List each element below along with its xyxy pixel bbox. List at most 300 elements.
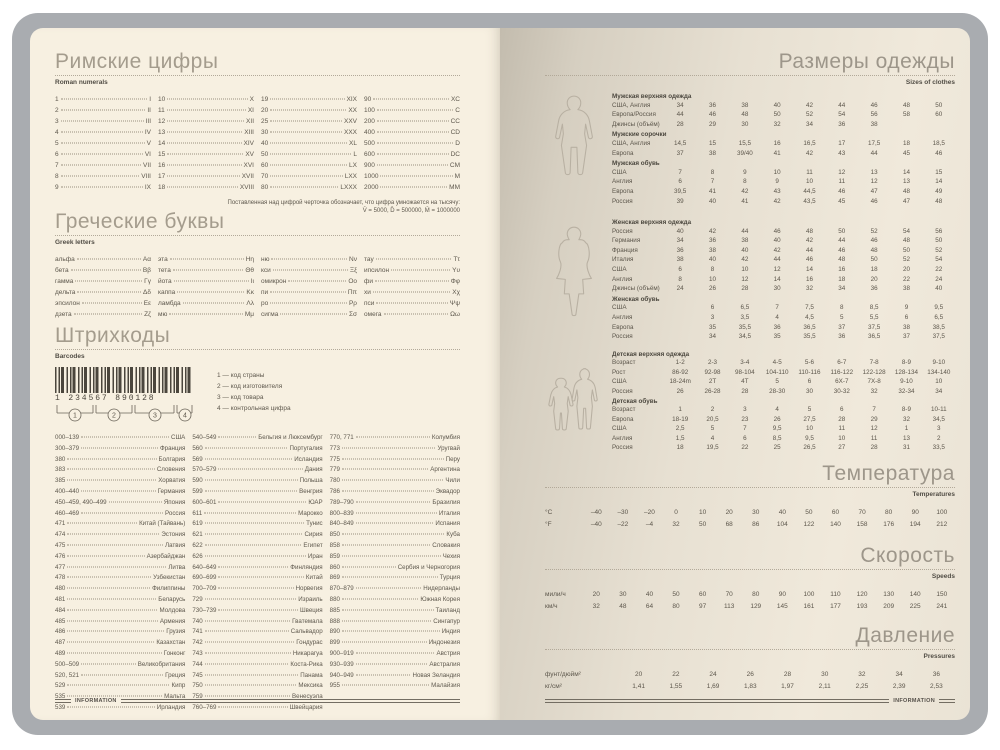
row-value: 130: [883, 591, 895, 598]
table-row: [545, 509, 955, 521]
pair-row: 773 Уругвай: [329, 444, 460, 452]
pair-row: 460–469 Россия: [55, 509, 186, 517]
table-row: [612, 406, 955, 415]
pair-row: 11 XI: [158, 107, 254, 114]
men-sizes-table: [612, 92, 955, 207]
row-value: 17,5: [868, 139, 881, 147]
row-value: 13: [902, 434, 910, 442]
table-row: [612, 247, 955, 257]
row-value: 36: [708, 237, 716, 245]
row-value: 2: [710, 406, 715, 414]
row-value: 6,5: [934, 313, 944, 321]
pair-row: 539 Ирландия: [55, 703, 186, 711]
row-value: 10: [773, 168, 781, 176]
row-label: США, Англия: [612, 101, 651, 109]
row-value: 20: [870, 275, 878, 283]
row-value: 116-122: [830, 368, 854, 376]
pair-row: ню Νν: [261, 256, 357, 263]
row-value: 122-128: [862, 368, 886, 376]
row-value: 43,5: [803, 197, 816, 205]
pair-row: 474 Эстония: [55, 531, 186, 539]
row-value: 18: [902, 139, 910, 147]
row-value: 176: [883, 521, 895, 528]
children-figure-icon: [545, 353, 603, 448]
row-value: 39/40: [736, 149, 753, 157]
pair-row: 770, 771 Колумбия: [329, 434, 460, 441]
row-value: 225: [909, 603, 921, 610]
row-value: 44: [676, 111, 684, 119]
row-label: США: [612, 425, 627, 433]
row-value: 12: [870, 178, 878, 186]
row-value: 36: [708, 101, 716, 109]
table-group-header: Мужская обувь: [612, 160, 660, 168]
row-value: 49: [935, 187, 943, 195]
pair-row: 520, 521 Греция: [55, 671, 186, 679]
row-value: 8-9: [901, 406, 912, 414]
row-value: 5: [807, 406, 812, 414]
row-value: 40: [708, 197, 716, 205]
row-value: 12: [773, 265, 781, 273]
table-row: [612, 150, 955, 160]
row-value: 58: [902, 111, 910, 119]
row-value: 3: [743, 406, 747, 414]
row-value: 30: [619, 591, 627, 598]
row-value: 1,97: [781, 683, 794, 690]
pair-row: 786 Эквадор: [329, 487, 460, 495]
row-value: 158: [856, 521, 868, 528]
row-value: 10: [741, 265, 749, 273]
row-value: 80: [672, 603, 680, 610]
pair-row: 760–769 Швейцария: [192, 703, 323, 711]
pair-row: эта Ηη: [158, 256, 254, 263]
section-subtitle: Temperatures: [912, 491, 955, 498]
row-value: 193: [856, 603, 868, 610]
pair-row: 6 VI: [55, 151, 151, 158]
row-value: 42: [805, 149, 813, 157]
row-value: 20,5: [706, 415, 719, 423]
row-value: 8: [743, 178, 747, 186]
greek-letters-table: [55, 256, 460, 322]
row-value: 2,53: [930, 683, 943, 690]
row-value: 98-104: [735, 368, 755, 376]
row-value: 134-140: [927, 368, 951, 376]
row-value: 68: [725, 521, 733, 528]
row-value: 36: [838, 120, 846, 128]
row-value: 18-19: [672, 415, 689, 423]
table-row: [545, 683, 955, 695]
row-label: Франция: [612, 246, 638, 254]
section-subtitle: Speeds: [931, 573, 955, 580]
pair-row: 1 I: [55, 96, 151, 103]
pair-row: 476 Азербайджан: [55, 552, 186, 560]
row-value: 42: [708, 227, 716, 235]
footer-label: INFORMATION: [75, 698, 117, 704]
table-row: [612, 237, 955, 247]
row-value: 44: [773, 256, 781, 264]
row-value: 36: [932, 671, 940, 678]
row-value: 2-3: [707, 359, 718, 367]
pair-row: 621 Сирия: [192, 531, 323, 539]
pair-row: 16 XVI: [158, 162, 254, 169]
speed-table: [545, 591, 955, 615]
section-divider: [55, 235, 460, 236]
pair-row: 640–649 Финляндия: [192, 563, 323, 571]
pair-row: 18 XVIII: [158, 184, 254, 191]
row-value: 194: [909, 521, 921, 528]
row-value: 38: [902, 323, 910, 331]
row-value: 34: [805, 120, 813, 128]
row-value: 42: [741, 256, 749, 264]
pair-row: омикрон Οο: [261, 278, 357, 285]
row-value: 38: [902, 285, 910, 293]
row-value: 25: [773, 443, 781, 451]
pair-column: [364, 256, 460, 322]
row-value: 31: [902, 443, 910, 451]
row-value: 12: [741, 275, 749, 283]
table-row: [612, 228, 955, 238]
row-value: 4T: [741, 378, 749, 386]
pair-row: 3 III: [55, 118, 151, 125]
pair-column: [55, 256, 151, 322]
row-value: 9,5: [934, 304, 944, 312]
row-value: 9-10: [900, 378, 913, 386]
section-subtitle: Barcodes: [55, 353, 85, 360]
pair-row: бета Ββ: [55, 267, 151, 274]
row-value: 48: [741, 111, 749, 119]
legend-item: 4 — контрольная цифра: [217, 405, 291, 412]
row-value: 14,5: [674, 139, 687, 147]
row-value: 212: [936, 521, 948, 528]
row-label: Европа/Россия: [612, 111, 656, 119]
row-value: 9,5: [772, 425, 782, 433]
pair-row: 2000 MM: [364, 184, 460, 191]
pair-row: 729 Израиль: [192, 595, 323, 603]
row-value: 86: [752, 521, 760, 528]
pair-row: 19 XIX: [261, 96, 357, 103]
pair-row: 789–790 Бразилия: [329, 498, 460, 506]
row-value: 52: [870, 227, 878, 235]
table-row: [612, 178, 955, 188]
row-value: 20: [592, 591, 600, 598]
row-value: 110: [830, 591, 841, 598]
row-value: 43: [838, 149, 846, 157]
legend-item: 2 — код изготовителя: [217, 383, 283, 390]
row-value: 29: [870, 415, 878, 423]
row-value: 38: [676, 256, 684, 264]
row-label: Европа: [612, 149, 634, 157]
row-value: 3: [710, 313, 715, 321]
row-value: 16: [773, 139, 781, 147]
pair-row: дзета Ζζ: [55, 311, 151, 318]
row-value: 7: [743, 425, 747, 433]
row-value: 52: [935, 246, 943, 254]
pair-row: 17 XVII: [158, 173, 254, 180]
row-value: 46: [870, 101, 878, 109]
row-value: 1: [904, 425, 909, 433]
pair-row: 500–509 Великобритания: [55, 660, 186, 668]
pair-row: 860 Сербия и Черногория: [329, 563, 460, 571]
pair-row: 15 XV: [158, 151, 254, 158]
row-value: 80: [885, 509, 893, 516]
row-value: 30: [741, 120, 749, 128]
row-value: 48: [805, 227, 813, 235]
row-value: 86-92: [672, 368, 689, 376]
row-value: 7: [710, 178, 715, 186]
row-value: 7X-8: [867, 378, 881, 386]
pair-row: 20 XX: [261, 107, 357, 114]
row-value: 54: [935, 256, 943, 264]
pair-row: 000–139 США: [55, 434, 186, 441]
barcode-group-2-label: 2: [112, 412, 116, 420]
row-value: 70: [725, 591, 733, 598]
row-value: 19,5: [706, 443, 719, 451]
row-value: 32: [805, 285, 813, 293]
pair-column: [261, 256, 357, 322]
row-value: 10: [805, 425, 813, 433]
row-value: 8: [710, 168, 715, 176]
row-value: 38: [741, 237, 749, 245]
pair-row: 940–949 Новая Зеландия: [329, 671, 460, 679]
pair-row: 850 Куба: [329, 531, 460, 539]
women-sizes-table: [612, 218, 955, 343]
pair-row: 700–709 Норвегия: [192, 585, 323, 593]
row-value: 47: [870, 187, 878, 195]
section-divider: [545, 487, 955, 488]
row-value: 37: [676, 149, 684, 157]
row-value: 46: [870, 237, 878, 245]
row-value: 30: [805, 387, 813, 395]
row-value: 5: [840, 313, 844, 321]
row-value: 9,5: [805, 434, 814, 442]
pair-row: ро Ρρ: [261, 300, 357, 307]
row-value: 35,5: [803, 333, 816, 341]
row-value: 11: [870, 434, 878, 442]
row-value: 10: [708, 275, 716, 283]
row-value: 40: [741, 246, 749, 254]
pair-row: пи Ππ: [261, 289, 357, 296]
row-value: 35,5: [738, 323, 751, 331]
row-value: 37,5: [868, 323, 881, 331]
barcode-digits: 1 234567 890128: [55, 394, 156, 403]
row-value: 46: [805, 256, 813, 264]
pair-row: 930–939 Австралия: [329, 660, 460, 668]
row-value: 46: [838, 246, 846, 254]
row-value: 2,5: [675, 425, 685, 433]
row-value: 60: [831, 509, 840, 516]
pair-row: 759 Венесуэла: [192, 693, 323, 701]
pair-row: 744 Коста-Рика: [192, 660, 323, 668]
row-value: 2T: [708, 378, 717, 386]
row-value: –4: [645, 521, 654, 528]
row-value: 8-9: [901, 359, 912, 367]
pair-row: 955 Малайзия: [329, 682, 460, 690]
pair-row: 880 Южная Корея: [329, 595, 460, 603]
row-value: 32-34: [898, 387, 915, 395]
row-value: 54: [838, 111, 846, 119]
row-value: 4: [775, 406, 779, 414]
pair-row: 30 XXX: [261, 129, 357, 136]
row-value: 36: [676, 246, 684, 254]
row-value: 18: [676, 443, 684, 451]
row-value: 50: [935, 101, 943, 109]
table-row: [612, 256, 955, 266]
row-value: 2,11: [818, 683, 831, 690]
pair-column: [55, 96, 151, 195]
row-label: °F: [545, 521, 552, 528]
pair-row: 745 Панама: [192, 671, 323, 679]
table-group-header: Женская верхняя одежда: [612, 219, 692, 226]
row-value: 48: [619, 603, 627, 610]
pair-row: 60 LX: [261, 162, 357, 169]
row-value: 20: [725, 509, 733, 516]
pair-row: 487 Казахстан: [55, 639, 186, 647]
table-row: [545, 521, 955, 533]
row-value: 44: [741, 227, 749, 235]
row-value: 52: [805, 111, 813, 119]
pair-row: 50 L: [261, 151, 357, 158]
row-value: 34: [676, 237, 684, 245]
pair-row: 600 DC: [364, 151, 460, 158]
row-value: 10: [805, 178, 813, 186]
page-spread: [30, 28, 970, 720]
row-value: 50: [698, 521, 707, 528]
row-value: 56: [935, 227, 943, 235]
row-value: 54: [902, 227, 910, 235]
pair-row: эпсилон Εε: [55, 300, 151, 307]
row-value: 2: [937, 434, 941, 442]
section-title: Давление: [855, 624, 955, 647]
section-subtitle: Greek letters: [55, 239, 95, 246]
row-value: 26: [676, 387, 684, 395]
left-page: [30, 28, 500, 720]
section-title: Температура: [822, 462, 955, 485]
row-value: 42: [773, 246, 781, 254]
row-value: 44: [838, 237, 846, 245]
pair-row: 8 VIII: [55, 173, 151, 180]
temperature-table: [545, 509, 955, 533]
pair-row: 869 Турция: [329, 574, 460, 582]
row-value: 6-7: [837, 359, 847, 367]
row-label: Россия: [612, 197, 633, 205]
man-figure-icon: [545, 94, 603, 191]
table-row: [612, 359, 955, 368]
table-row: [545, 591, 955, 603]
row-value: 28: [741, 387, 749, 395]
row-value: 38: [708, 246, 716, 254]
page-subtitle: Sizes of clothes: [905, 79, 955, 86]
pair-column: [158, 96, 254, 195]
pair-row: 599 Венгрия: [192, 487, 323, 495]
row-value: 32: [902, 415, 910, 423]
table-row: [612, 169, 955, 179]
row-value: 4: [710, 434, 715, 442]
row-value: 18-24m: [669, 378, 691, 386]
row-label: Европа: [612, 415, 634, 423]
row-value: 40: [708, 256, 716, 264]
row-value: 140: [909, 591, 921, 598]
pair-row: 14 XIV: [158, 140, 254, 147]
row-label: фунт/дюйм²: [545, 671, 581, 678]
row-value: 17: [838, 139, 846, 147]
table-row: [612, 304, 955, 314]
row-value: 60: [935, 111, 943, 119]
row-value: 5-6: [804, 359, 815, 367]
row-value: 39: [676, 197, 684, 205]
row-value: 44: [870, 149, 878, 157]
row-value: –20: [644, 509, 655, 516]
pair-row: 380 Болгария: [55, 455, 186, 463]
row-label: Возраст: [612, 359, 636, 367]
row-value: 14: [935, 178, 943, 186]
table-row: [612, 425, 955, 434]
table-row: [545, 603, 955, 615]
right-page-footer: [545, 698, 955, 704]
pair-row: 9 IX: [55, 184, 151, 191]
barcode-icon: [55, 367, 193, 393]
row-value: 46: [838, 187, 846, 195]
pressure-table: [545, 671, 955, 695]
pair-row: гамма Γγ: [55, 278, 151, 285]
section-title: Греческие буквы: [55, 210, 225, 233]
row-value: 27,5: [803, 415, 816, 423]
row-value: 3: [937, 425, 941, 433]
footer-rule: [545, 699, 889, 703]
pair-row: 475 Латвия: [55, 541, 186, 549]
barcode-graphic: [55, 367, 460, 428]
pair-row: 13 XIII: [158, 129, 254, 136]
row-value: 9: [775, 178, 779, 186]
row-label: Россия: [612, 227, 633, 235]
pair-row: 888 Сингапур: [329, 617, 460, 625]
table-row: [612, 121, 955, 131]
row-value: 47: [902, 197, 910, 205]
row-label: Англия: [612, 434, 633, 442]
pair-row: 535 Мальта: [55, 693, 186, 701]
pair-row: 500 D: [364, 140, 460, 147]
row-value: 41: [773, 149, 781, 157]
row-value: 46: [870, 197, 878, 205]
pair-row: 400–440 Германия: [55, 487, 186, 495]
pair-row: ипсилон Υυ: [364, 267, 460, 274]
pair-row: 200 CC: [364, 118, 460, 125]
pair-row: 560 Португалия: [192, 444, 323, 452]
row-value: 37: [902, 333, 910, 341]
row-value: 9: [904, 304, 909, 312]
barcode-group-1-label: 1: [73, 412, 77, 420]
row-value: 10: [935, 378, 943, 386]
pair-row: 750 Мексика: [192, 682, 323, 690]
pair-row: кси Ξξ: [261, 267, 357, 274]
row-value: 28: [783, 671, 792, 678]
pair-row: 40 XL: [261, 140, 357, 147]
pair-row: 1000 M: [364, 173, 460, 180]
row-value: 46: [773, 227, 781, 235]
row-value: 29: [708, 120, 716, 128]
row-value: 36,5: [868, 333, 881, 341]
row-value: 92-98: [704, 368, 721, 376]
row-value: 20: [634, 671, 643, 678]
row-value: 18: [870, 265, 878, 273]
barcode-groups-icon: [55, 403, 195, 423]
row-value: 10-11: [930, 406, 947, 414]
row-value: 28: [870, 443, 878, 451]
pair-row: 10 X: [158, 96, 254, 103]
row-value: 5,5: [869, 313, 879, 321]
pair-row: пси Ψψ: [364, 300, 460, 307]
row-value: 8: [678, 275, 682, 283]
row-value: 7,5: [805, 304, 814, 312]
pair-row: 900–919 Австрия: [329, 649, 460, 657]
